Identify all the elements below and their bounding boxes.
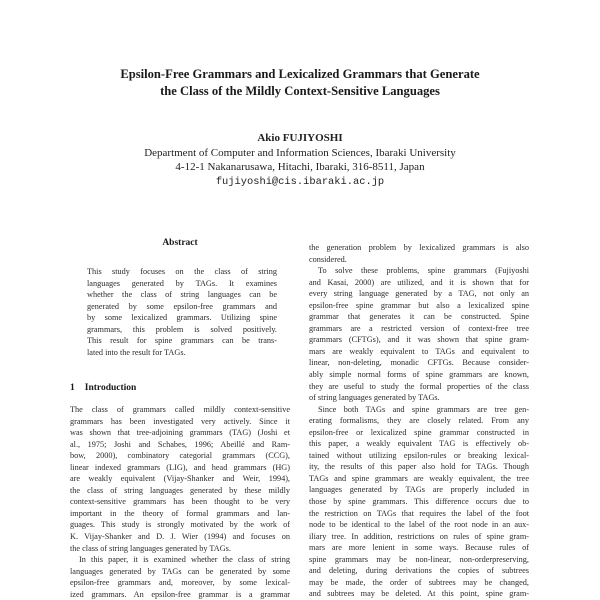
abstract-line: grammars, this problem is solved positively. [87, 324, 277, 334]
abstract-line: whether the class of string languages can be [87, 290, 277, 300]
right-line: may be made, the order of subtrees may be changed, [309, 577, 529, 587]
intro-line: languages generated by TAGs can be generated by some [70, 566, 290, 576]
right-line: ity, the results of this paper also hold for TAGs. Though [309, 462, 529, 472]
title-line-1: Epsilon-Free Grammars and Lexicalized Grammars that Generate [120, 67, 480, 81]
right-line: iliary tree. In addition, restrictions on rules of spine gram- [309, 531, 529, 541]
right-line: node to be identical to the label of the root node in an aux- [309, 520, 529, 530]
intro-line: the class of string languages generated by TAGs. [70, 543, 231, 553]
right-line: grammar that generates it can be constructed. Spine [309, 312, 529, 322]
right-line: tained without utilizing epsilon-rules or breaking lexical- [309, 450, 529, 460]
right-line: To solve these problems, spine grammars (Fujiyoshi [318, 266, 529, 276]
abstract-line: by some lexicalized grammars. Utilizing spine [87, 313, 277, 323]
right-line: grammars are a restricted version of context-free tree [309, 323, 529, 333]
right-line: mars are weakly equivalent to TAGs and equivalent to [309, 346, 529, 356]
introduction-body [70, 404, 290, 600]
right-line: Since both TAGs and spine grammars are tree gen- [318, 404, 529, 414]
right-line: of string languages generated by TAGs. [309, 393, 440, 403]
right-line: and deleting, during derivations the copies of subtrees [309, 566, 529, 576]
intro-line: epsilon-free grammars and, moreover, by some lexical- [70, 578, 290, 588]
abstract-line: This result for spine grammars can be trans- [87, 336, 277, 346]
abstract-line: This study focuses on the class of string [87, 267, 277, 276]
intro-line: grammars has been investigated very actively. Since it [70, 416, 290, 426]
author-name: Akio FUJIYOSHI [257, 132, 343, 144]
right-line: linear, non-deleting, monadic CFTGs. Because consider- [309, 358, 529, 368]
intro-line: the class of string languages generated by these mildly [70, 485, 290, 495]
author-affiliation: Department of Computer and Information Sciences, Ibaraki University [144, 146, 456, 159]
author-email: fujiyoshi@cis.ibaraki.ac.jp [215, 175, 385, 188]
right-line: and Kasai, 2000) are utilized, and it is shown that for [309, 277, 529, 287]
section-title: Introduction [84, 383, 137, 393]
right-line: languages generated by TAGs are properly included in [309, 485, 529, 495]
intro-line: guages. This study is strongly motivated by the work of [70, 520, 290, 530]
author-block [40, 131, 560, 189]
right-line: and subtrees may be deleted. At this point, spine gram- [309, 589, 529, 599]
right-line: epsilon-free or lexicalized spine grammar constructed in [309, 427, 529, 437]
intro-line: bow, 2000), combinatory categorial grammars (CCG), [70, 451, 290, 461]
right-line: every string language generated by a TAG, not only an [309, 289, 529, 299]
right-line: the restriction on TAGs that requires the label of the foot [309, 508, 529, 518]
intro-line: In this paper, it is examined whether the class of string [79, 555, 290, 565]
right-line: those by spine grammars. This difference occurs due to [309, 497, 529, 507]
intro-line: The class of grammars called mildly context-sensitive [70, 405, 290, 414]
intro-line: important in the theory of formal grammars and lan- [70, 508, 290, 518]
right-line: they are useful to study the formal properties of the class [309, 381, 529, 391]
right-line: ably simple normal forms of spine grammars are known, [309, 370, 529, 380]
abstract-line: lated into the result for TAGs. [87, 347, 186, 357]
right-line: erating formalisms, they are closely related. From any [309, 416, 529, 426]
intro-line: was shown that tree-adjoining grammars (TAG) (Joshi et [70, 428, 290, 438]
paper-title [40, 66, 560, 100]
intro-line: are weakly equivalent (Vijay-Shanker and Weir, 1994), [70, 474, 290, 484]
intro-line: ized grammars. An epsilon-free grammar is a grammar [70, 589, 290, 599]
intro-line: K. Vijay-Shanker and D. J. Wier (1994) and focuses on [70, 532, 290, 542]
right-column-body [309, 242, 529, 600]
right-line: TAGs and spine grammars are weakly equivalent, the tree [309, 473, 529, 483]
title-line-2: the Class of the Mildly Context-Sensitive Languages [160, 84, 440, 98]
abstract-heading: Abstract [162, 238, 198, 248]
abstract-line: languages generated by TAGs. It examines [87, 278, 277, 288]
intro-line: linear indexed grammars (LIG), and head grammars (HG) [70, 462, 290, 472]
section-heading-introduction [70, 383, 146, 393]
abstract-line: generated by some epsilon-free grammars and [87, 301, 277, 311]
right-line: the generation problem by lexicalized grammars is also [309, 243, 529, 252]
intro-line: al., 1975; Joshi and Schabes, 1996; Abeillé and Ram- [70, 439, 290, 449]
right-line: considered. [309, 254, 347, 264]
abstract-body [87, 266, 277, 358]
section-number: 1 [70, 383, 75, 393]
right-line: spine grammars may be non-linear, non-orderpreserving, [309, 554, 529, 564]
right-line: this paper, a weakly equivalent TAG is effectively ob- [309, 439, 529, 449]
right-line: grammars (CFTGs), and it was shown that spine gram- [309, 335, 529, 345]
intro-line: context-sensitive grammars has been thought to be very [70, 497, 290, 507]
right-line: mars are more lenient in some ways. Because rules of [309, 543, 529, 553]
author-address: 4-12-1 Nakanarusawa, Hitachi, Ibaraki, 316-8511, Japan [175, 161, 425, 173]
right-line: epsilon-free spine grammar but also a lexicalized spine [309, 300, 529, 310]
